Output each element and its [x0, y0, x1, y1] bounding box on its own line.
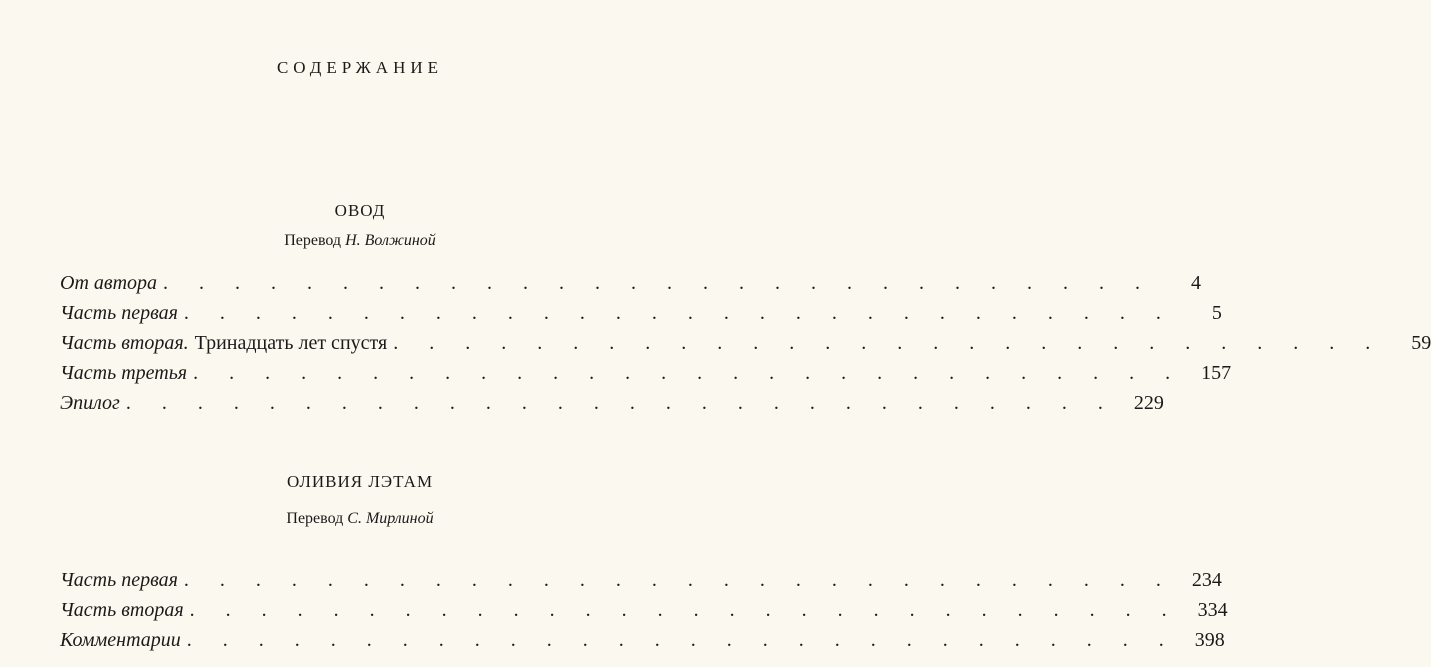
translator-name: С. Мирлиной	[347, 510, 434, 527]
toc-page-number: 334	[1197, 599, 1228, 621]
toc-page-number: 234	[1191, 569, 1222, 591]
contents-heading: СОДЕРЖАНИЕ	[276, 58, 444, 77]
work-title-gadfly: ОВОД	[334, 201, 386, 220]
translator-prefix: Перевод	[286, 510, 344, 527]
toc-entry[interactable]	[60, 388, 1164, 418]
toc-page-number: 157	[1201, 362, 1232, 384]
dot-leader: . . . . . . . . . . . . . . . . . . . . . . . . . . . .	[393, 332, 1384, 354]
toc-page-number: 4	[1191, 272, 1202, 294]
dot-leader: . . . . . . . . . . . . . . . . . . . . . . . . . . . .	[163, 272, 1154, 294]
translator-name: Н. Волжиной	[345, 232, 436, 249]
toc-list-olivia-latham	[60, 565, 1228, 655]
toc-entry[interactable]	[60, 268, 1202, 298]
dot-leader: . . . . . . . . . . . . . . . . . . . . . . . . . . . .	[183, 569, 1174, 591]
dot-leader: . . . . . . . . . . . . . . . . . . . . . . . . . . . .	[183, 302, 1174, 324]
dot-leader: . . . . . . . . . . . . . . . . . . . . . . . . . . . .	[189, 599, 1180, 621]
toc-page-number: 229	[1133, 392, 1164, 414]
toc-page-number: 5	[1211, 302, 1222, 324]
toc-entry[interactable]	[60, 298, 1222, 328]
toc-entry-subtitle: Тринадцать лет спустя	[194, 332, 388, 354]
toc-page-number: 398	[1194, 629, 1225, 651]
toc-entry-label: Часть третья	[60, 362, 188, 384]
translator-line	[0, 510, 720, 528]
dot-leader: . . . . . . . . . . . . . . . . . . . . . . . . . . . .	[186, 629, 1177, 651]
dot-leader: . . . . . . . . . . . . . . . . . . . . . . . . . . . .	[125, 392, 1116, 414]
toc-list-gadfly	[60, 268, 1431, 418]
translator-prefix: Перевод	[284, 232, 342, 249]
work-title-olivia-latham: ОЛИВИЯ ЛЭТАМ	[286, 472, 434, 491]
toc-entry[interactable]	[60, 328, 1431, 358]
toc-entry[interactable]	[60, 595, 1228, 625]
toc-entry-label: От автора	[60, 272, 158, 294]
toc-entry-label: Часть первая	[60, 302, 178, 324]
toc-entry[interactable]	[60, 358, 1232, 388]
toc-page-number: 59	[1411, 332, 1431, 354]
toc-entry-label: Комментарии	[60, 629, 181, 651]
translator-line	[0, 232, 720, 250]
toc-entry[interactable]	[60, 625, 1225, 655]
toc-entry-label: Часть вторая	[60, 599, 184, 621]
toc-entry[interactable]	[60, 565, 1222, 595]
dot-leader: . . . . . . . . . . . . . . . . . . . . . . . . . . . .	[193, 362, 1184, 384]
toc-entry-label: Эпилог	[60, 392, 120, 414]
toc-entry-label: Часть вторая.	[60, 332, 189, 354]
toc-entry-label: Часть первая	[60, 569, 178, 591]
